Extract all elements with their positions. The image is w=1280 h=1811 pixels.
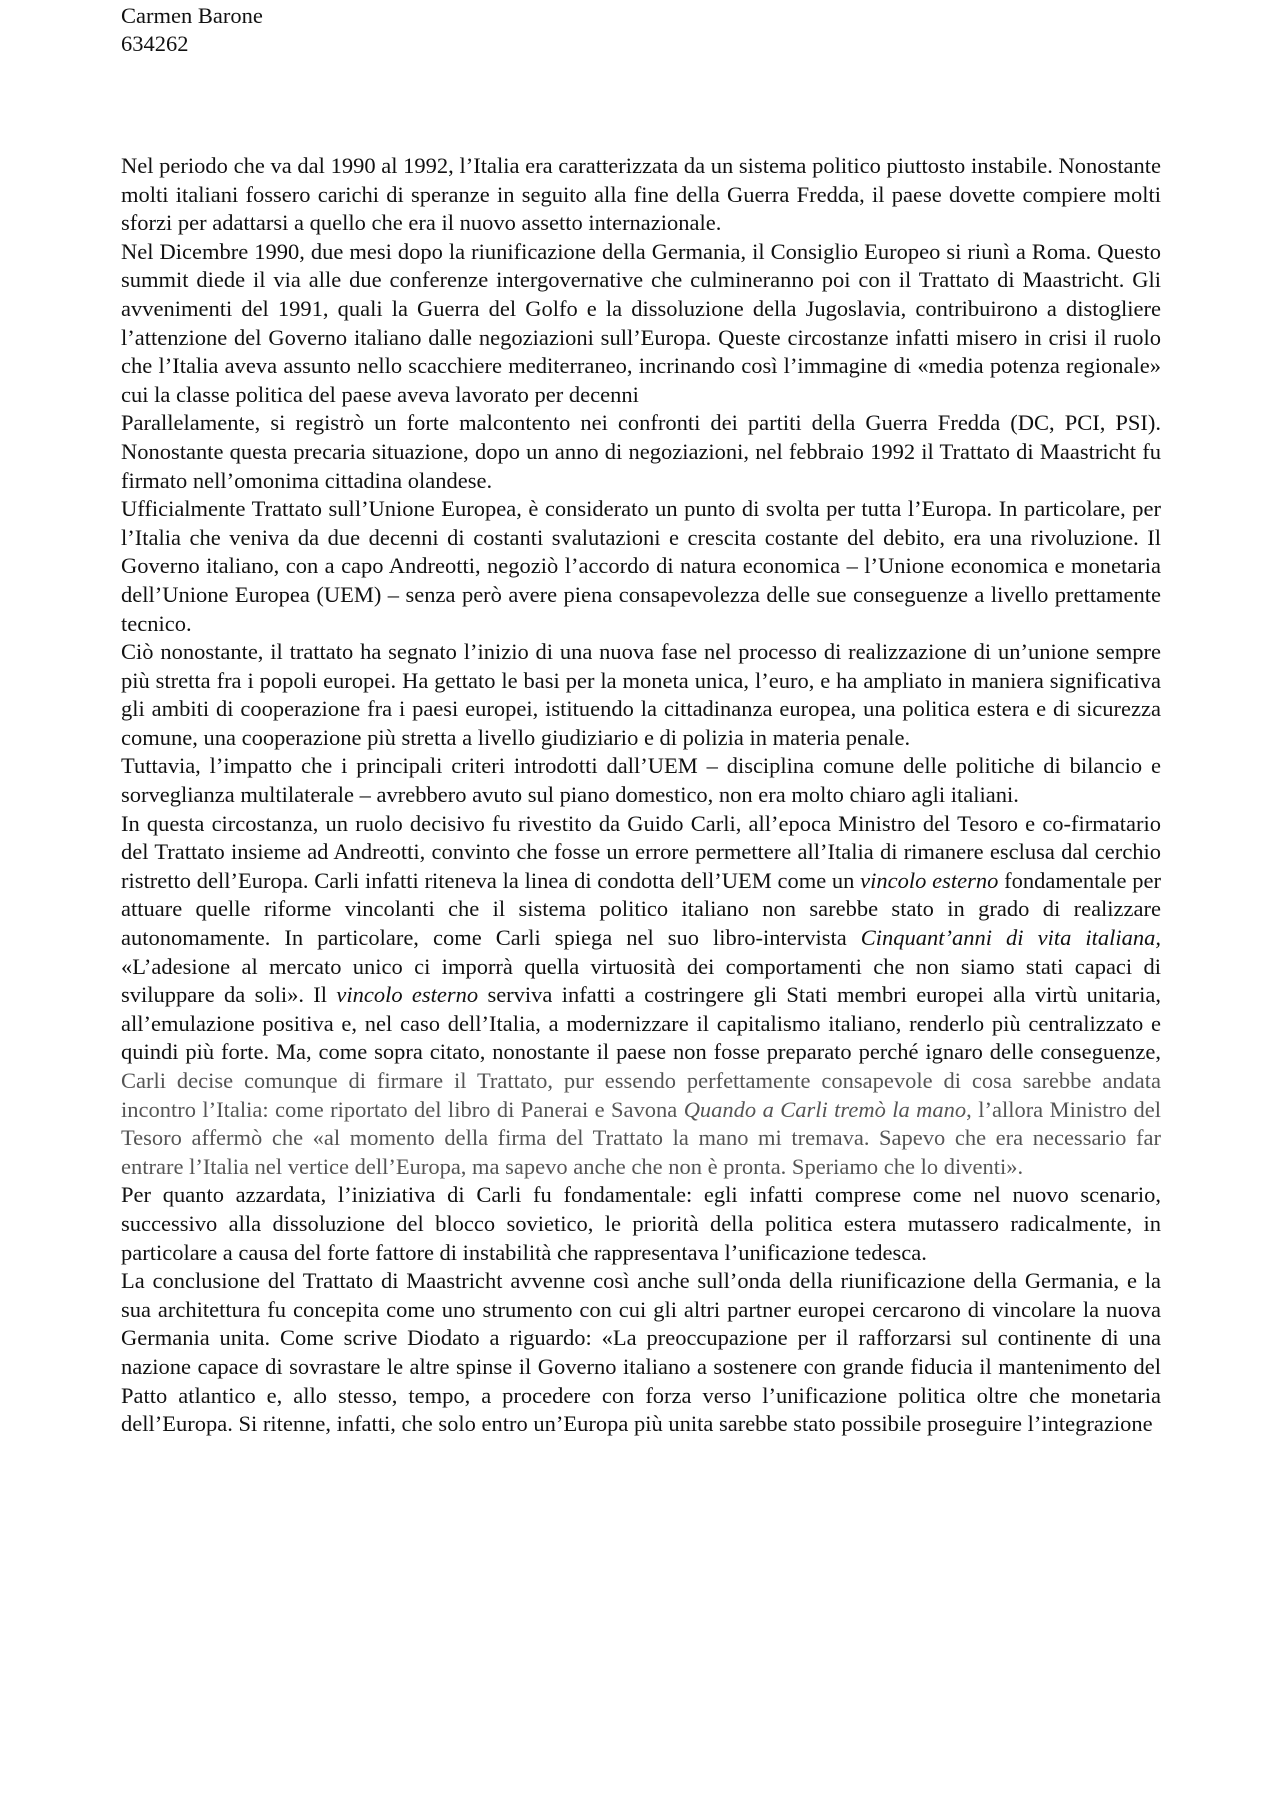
paragraph-7-italic: vincolo esterno — [860, 867, 999, 893]
book-title: Quando a Carli tremò la mano — [683, 1096, 967, 1122]
student-id: 634262 — [121, 31, 189, 56]
book-title: Cinquant’anni di vita italiana, — [860, 925, 1161, 951]
paragraph-4: Ufficialmente Trattato sull’Unione Europea, è considerato un punto di svolta per tutta l’Europa. In particolare, per l’Italia che veniva da due decenni di costanti svalutazioni e crescita costante del debito, era una rivoluzione. Il Governo italiano, con a capo Andreotti, negoziò l’accordo di natura economica – l’Unione economica e monetaria dell’Unione Europea (UEM) – senza però avere piena consapevolezza delle sue conseguenze a livello prettamente tecnico. — [121, 496, 1161, 636]
paragraph-3: Parallelamente, si registrò un forte malcontento nei confronti dei partiti della Guerra Fredda (DC, PCI, PSI). Nonostante questa precaria situazione, dopo un anno di negoziazioni, nel febbraio 1992 il Trattato di Maastricht fu firmato nell’omonima cittadina olandese. — [121, 410, 1161, 493]
paragraph-7-text: «L’adesione al mercato unico ci imporrà quella virtuosità dei comportamenti che non siamo stati capaci di sviluppare da soli». Il — [121, 953, 1161, 1008]
paragraph-7-text: serviva infatti a costringere gli Stati membri europei alla virtù unitaria, all’emulazione positiva e, nel caso dell’Italia, a modernizzare il capitalismo italiano, renderlo più centralizzato e quindi più forte. Ma, come sopra citato, nonostante il paese non fosse preparato perché ignaro delle conseguenze, — [121, 982, 1161, 1065]
quoted-passage: , l’allora Ministro del Tesoro affermò che «al momento della firma del Trattato la mano mi tremava. Sapevo che era necessario far entrare l’Italia nel vertice dell’Europa, ma sapevo anche che non è pronta. Speriamo che lo diventi». — [121, 1096, 1161, 1179]
paragraph-8: Per quanto azzardata, l’iniziativa di Carli fu fondamentale: egli infatti comprese come nel nuovo scenario, successivo alla dissoluzione del blocco sovietico, le priorità della politica estera mutassero radicalmente, in particolare a causa del forte fattore di instabilità che rappresentava l’unificazione tedesca. — [121, 1182, 1161, 1265]
paragraph-7-text: In questa circostanza, un ruolo decisivo fu rivestito da Guido Carli, all’epoca Ministro del Tesoro e co-firmatario del Trattato insieme ad Andreotti, convinto che fosse un errore permettere all’Italia di rimanere esclusa dal cerchio ristretto dell’Europa. Carli infatti riteneva la linea di condotta dell’UEM come un — [121, 810, 1161, 893]
author-name: Carmen Barone — [121, 3, 263, 28]
author-header — [121, 2, 263, 58]
paragraph-9: La conclusione del Trattato di Maastricht avvenne così anche sull’onda della riunificazione della Germania, e la sua architettura fu concepita come uno strumento con cui gli altri partner europei cercarono di vincolare la nuova Germania unita. Come scrive Diodato a riguardo: «La preoccupazione per il rafforzarsi sul continente di una nazione capace di sovrastare le altre spinse il Governo italiano a sostenere con grande fiducia il mantenimento del Patto atlantico e, allo stesso, tempo, a procedere con forza verso l’unificazione politica oltre che monetaria dell’Europa. Si ritenne, infatti, che solo entro un’Europa più unita sarebbe stato possibile proseguire l’integrazione — [121, 1268, 1161, 1437]
paragraph-2: Nel Dicembre 1990, due mesi dopo la riunificazione della Germania, il Consiglio Europeo si riunì a Roma. Questo summit diede il via alle due conferenze intergovernative che culmineranno poi con il Trattato di Maastricht. Gli avvenimenti del 1991, quali la Guerra del Golfo e la dissoluzione della Jugoslavia, contribuirono a distogliere l’attenzione del Governo italiano dalle negoziazioni sull’Europa. Queste circostanze infatti misero in crisi il ruolo che l’Italia aveva assunto nello scacchiere mediterraneo, incrinando così l’immagine di «media potenza regionale» cui la classe politica del paese aveva lavorato per decenni — [121, 238, 1161, 407]
quoted-passage: Carli decise comunque di firmare il Trattato, pur essendo perfettamente consapevole di cosa sarebbe andata incontro l’Italia: come riportato del libro di Panerai e Savona — [121, 1068, 1161, 1122]
paragraph-5: Ciò nonostante, il trattato ha segnato l’inizio di una nuova fase nel processo di realizzazione di un’unione sempre più stretta fra i popoli europei. Ha gettato le basi per la moneta unica, l’euro, e ha ampliato in maniera significativa gli ambiti di cooperazione fra i paesi europei, istituendo la cittadinanza europea, una politica estera e di sicurezza comune, una cooperazione più stretta a livello giudiziario e di polizia in materia penale. — [121, 639, 1161, 750]
paragraph-7-italic: vincolo esterno — [336, 982, 479, 1008]
essay-body — [121, 152, 1161, 1439]
paragraph-1: Nel periodo che va dal 1990 al 1992, l’Italia era caratterizzata da un sistema politico piuttosto instabile. Nonostante molti italiani fossero carichi di speranze in seguito alla fine della Guerra Fredda, il paese dovette compiere molti sforzi per adattarsi a quello che era il nuovo assetto internazionale. — [121, 153, 1161, 236]
paragraph-7 — [121, 810, 1161, 1182]
paragraph-6: Tuttavia, l’impatto che i principali criteri introdotti dall’UEM – disciplina comune delle politiche di bilancio e sorveglianza multilaterale – avrebbero avuto sul piano domestico, non era molto chiaro agli italiani. — [121, 753, 1161, 808]
paragraph-7-text: fondamentale per attuare quelle riforme vincolanti che il sistema politico italiano non sarebbe stato in grado di realizzare autonomamente. In particolare, come Carli spiega nel suo libro-intervista — [121, 867, 1162, 951]
